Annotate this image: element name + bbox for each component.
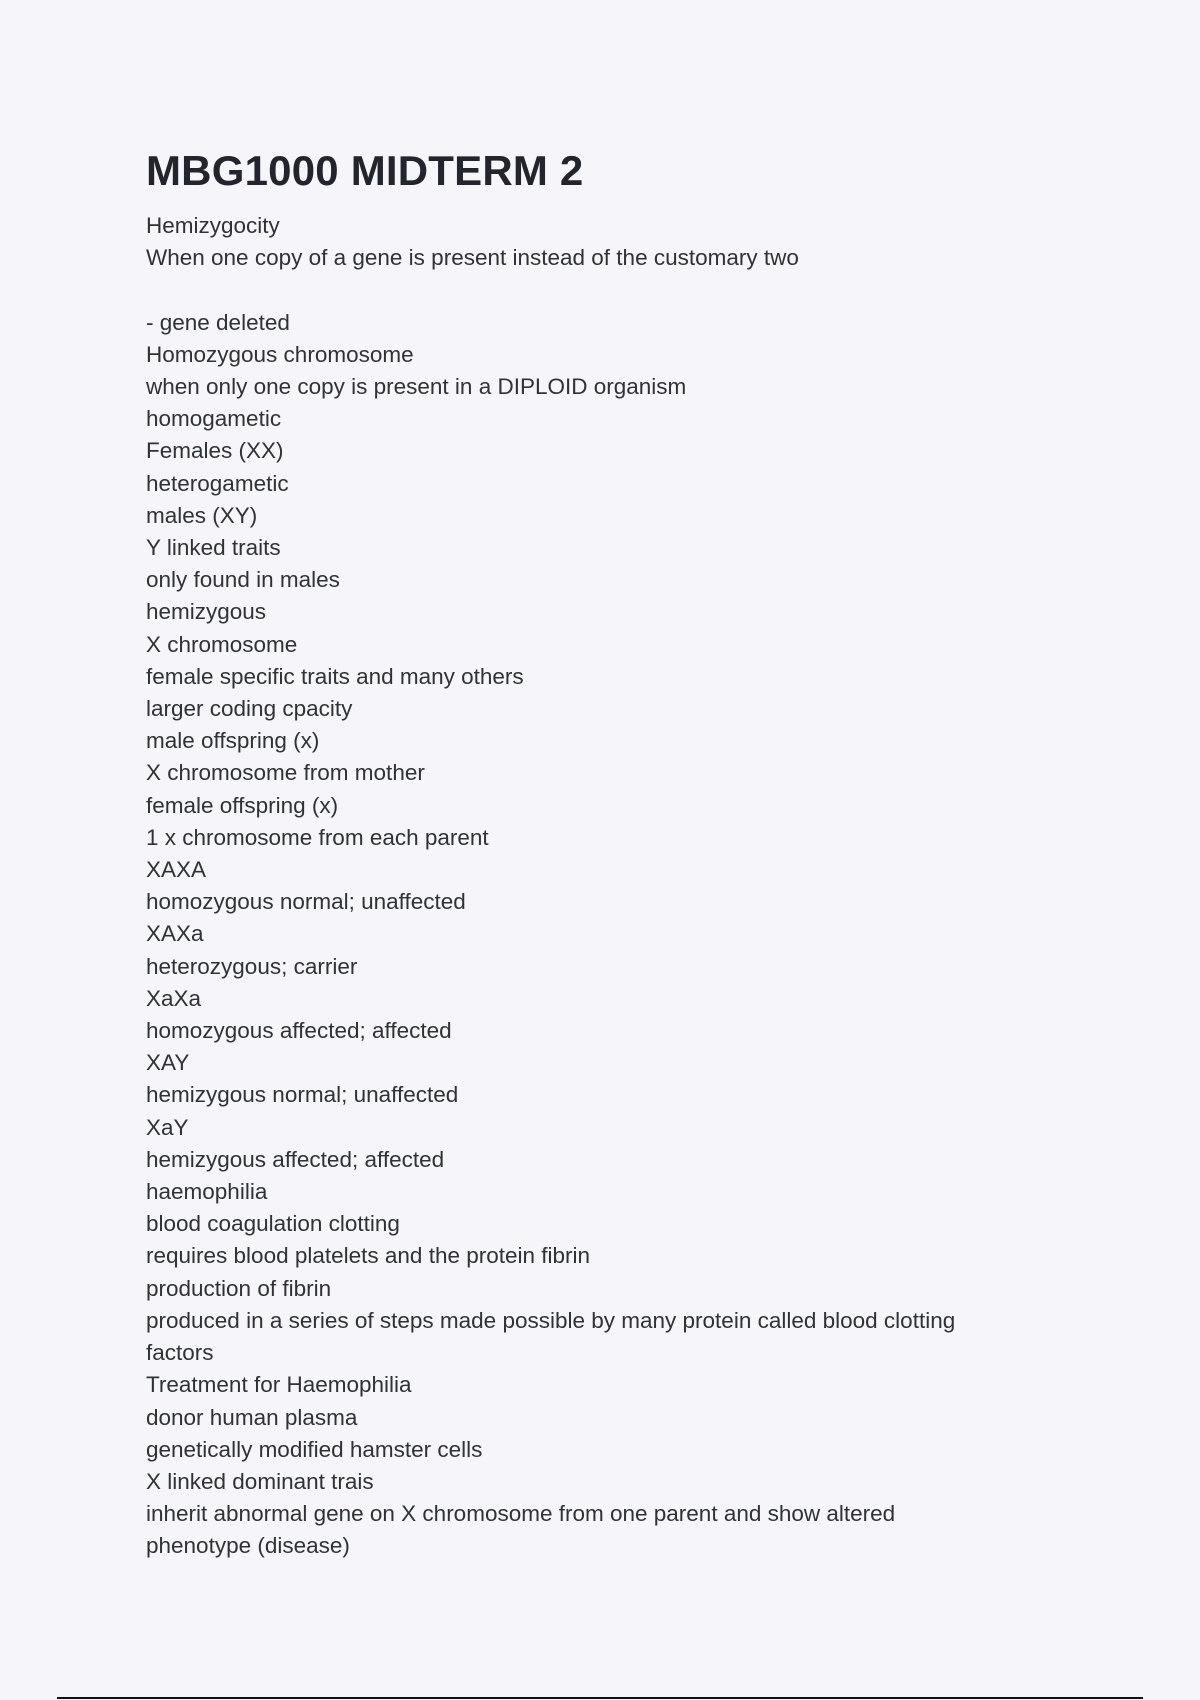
note-line: homozygous affected; affected	[146, 1018, 452, 1044]
note-line: XaY	[146, 1114, 189, 1140]
note-line: requires blood platelets and the protein fibrin	[146, 1243, 591, 1269]
note-line: Treatment for Haemophilia	[146, 1372, 412, 1398]
page-bottom-rule	[57, 1697, 1143, 1699]
document-page	[146, 146, 1076, 1563]
note-line: donor human plasma	[146, 1404, 358, 1430]
note-line: genetically modified hamster cells	[146, 1436, 483, 1462]
note-line: phenotype (disease)	[146, 1533, 350, 1559]
note-line: hemizygous normal; unaffected	[146, 1082, 459, 1108]
note-line: Hemizygocity	[146, 213, 280, 238]
note-line: homogametic	[146, 406, 282, 432]
note-line: XAXA	[146, 857, 207, 883]
note-line: males (XY)	[146, 502, 258, 528]
note-line: When one copy of a gene is present instead of the customary two	[146, 245, 799, 271]
note-line: production of fibrin	[146, 1275, 332, 1301]
note-line: larger coding cpacity	[146, 696, 353, 722]
note-line: heterozygous; carrier	[146, 953, 358, 979]
note-line: X linked dominant trais	[146, 1468, 374, 1494]
note-line: haemophilia	[146, 1179, 268, 1205]
note-line: Homozygous chromosome	[146, 341, 414, 367]
note-line: male offspring (x)	[146, 728, 320, 754]
note-line: blood coagulation clotting	[146, 1211, 400, 1237]
note-line: produced in a series of steps made possible by many protein called blood clotting	[146, 1307, 956, 1333]
note-line: inherit abnormal gene on X chromosome from one parent and show altered	[146, 1501, 896, 1527]
note-line: hemizygous	[146, 599, 267, 625]
note-line: Females (XX)	[146, 438, 284, 464]
note-line: Y linked traits	[146, 535, 281, 561]
note-lines	[146, 210, 1076, 1563]
note-line: XAXa	[146, 921, 204, 947]
note-line: X chromosome	[146, 631, 298, 657]
blank-line	[146, 274, 1076, 306]
note-line: homozygous normal; unaffected	[146, 889, 466, 915]
note-line: female specific traits and many others	[146, 663, 524, 689]
note-line: heterogametic	[146, 470, 289, 496]
note-line: when only one copy is present in a DIPLOID organism	[146, 374, 687, 399]
note-line: XaXa	[146, 985, 202, 1011]
note-line: only found in males	[146, 567, 340, 593]
note-line: X chromosome from mother	[146, 760, 425, 786]
note-line: 1 x chromosome from each parent	[146, 824, 489, 850]
note-line: female offspring (x)	[146, 792, 339, 818]
note-line: XAY	[146, 1050, 190, 1076]
note-line: hemizygous affected; affected	[146, 1146, 445, 1172]
document-title: MBG1000 MIDTERM 2	[146, 147, 584, 194]
note-line: - gene deleted	[146, 309, 290, 335]
note-line: factors	[146, 1340, 214, 1366]
